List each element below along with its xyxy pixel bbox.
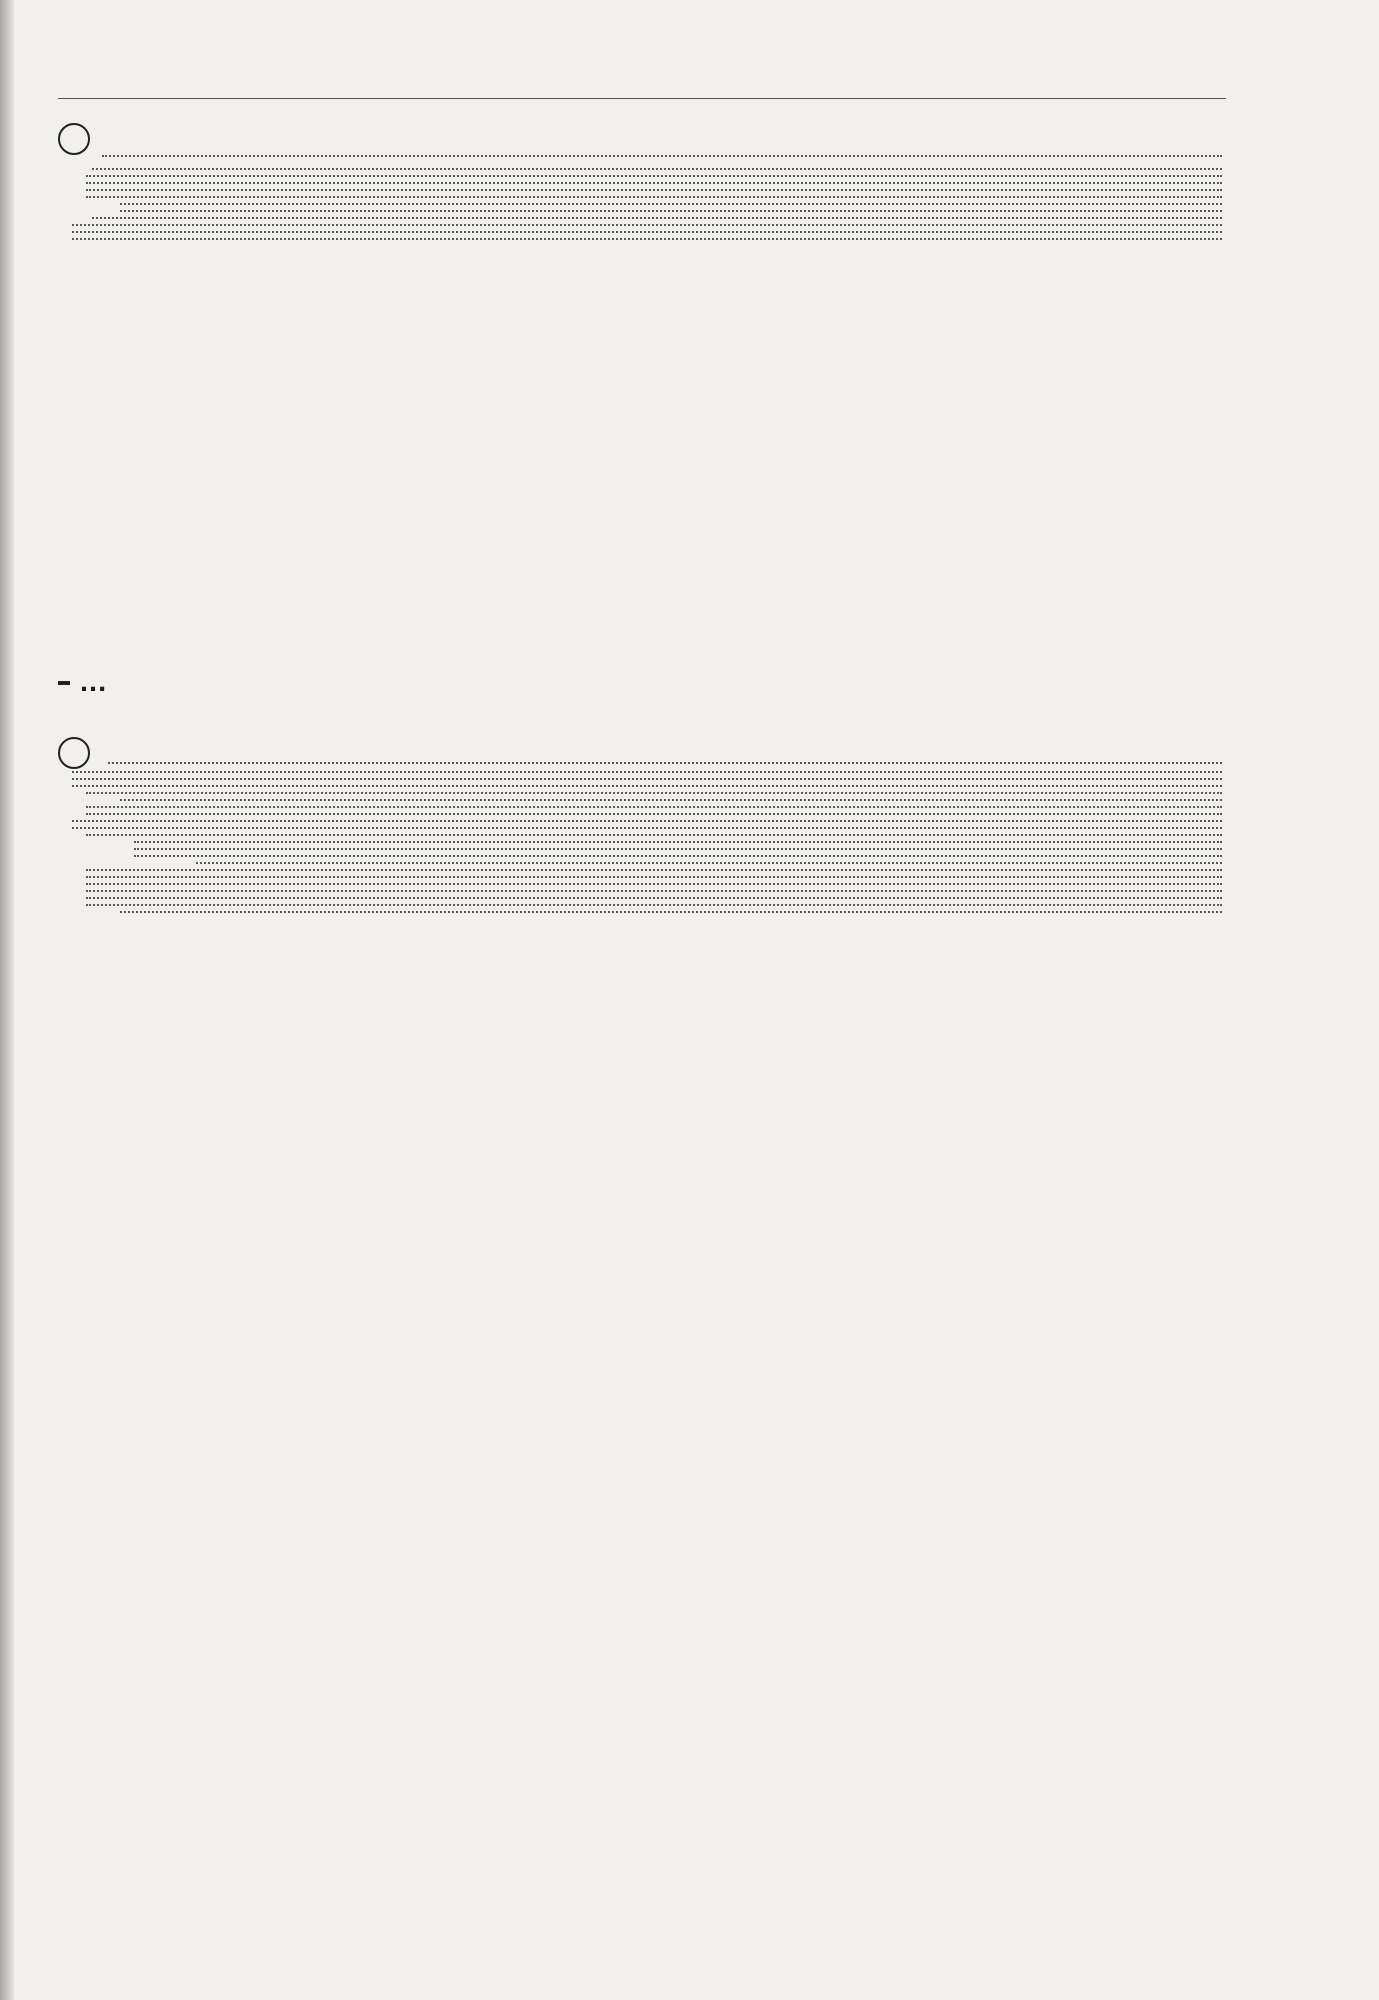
leader-dots [86, 869, 1222, 871]
toc-entry [58, 196, 1226, 203]
leader-dots [134, 841, 1222, 843]
leader-dots [102, 155, 1222, 157]
toc-entry [58, 785, 1226, 792]
toc-entry [58, 897, 1226, 904]
toc-entry [58, 827, 1226, 834]
leader-dots [86, 189, 1222, 191]
toc-entry [58, 848, 1226, 855]
toc-entry [58, 792, 1226, 799]
leader-dots [120, 911, 1222, 913]
toc-entry [58, 238, 1226, 245]
toc-entry [58, 820, 1226, 827]
toc-entry [58, 182, 1226, 189]
leader-dots [72, 231, 1222, 233]
toc-entry [58, 834, 1226, 841]
chapter-1-toc [58, 736, 1226, 918]
page-spine-shadow [0, 0, 14, 2000]
leader-dots [120, 799, 1222, 801]
leader-dots [72, 785, 1222, 787]
section-roman-numeral [58, 681, 70, 685]
toc-entry [58, 778, 1226, 785]
toc-entry [58, 904, 1226, 911]
chapter-number-marker [58, 737, 90, 769]
section-heading [58, 666, 1226, 699]
leader-dots [120, 203, 1222, 205]
toc-entry [58, 806, 1226, 813]
chapter-5-title-line1 [58, 122, 1226, 155]
chapter-5-title-line2 [86, 155, 1226, 162]
toc-entry-continued [58, 217, 1226, 224]
leader-dots [92, 168, 1222, 170]
chapter-number-marker [58, 123, 90, 155]
leader-dots [92, 217, 1222, 219]
leader-dots [134, 855, 1222, 857]
toc-entry [58, 869, 1226, 876]
leader-dots [86, 897, 1222, 899]
leader-dots [86, 806, 1222, 808]
leader-dots [72, 224, 1222, 226]
toc-entry [58, 841, 1226, 848]
leader-dots [86, 890, 1222, 892]
leader-dots [86, 792, 1222, 794]
leader-dots [86, 834, 1222, 836]
chapter-5-toc [58, 122, 1226, 245]
toc-entry [58, 231, 1226, 238]
toc-entry-continued [58, 911, 1226, 918]
leader-dots [108, 762, 1222, 764]
toc-entry [58, 855, 1226, 862]
leader-dots [72, 238, 1222, 240]
leader-dots [72, 827, 1222, 829]
header-rule [58, 98, 1226, 99]
toc-entry-continued [58, 862, 1226, 869]
leader-dots [72, 771, 1222, 773]
toc-entry-continued [58, 210, 1226, 217]
chapter-1-title [58, 736, 1226, 769]
toc-entry-continued [58, 799, 1226, 806]
leader-dots [196, 862, 1222, 864]
leader-dots [86, 813, 1222, 815]
leader-dots [86, 876, 1222, 878]
toc-entry [58, 876, 1226, 883]
toc-entry [58, 224, 1226, 231]
toc-entry-continued [58, 168, 1226, 175]
leader-dots [86, 904, 1222, 906]
leader-dots [86, 182, 1222, 184]
leader-dots [120, 210, 1222, 212]
leader-dots [86, 196, 1222, 198]
toc-entry-continued [58, 203, 1226, 210]
leader-dots [86, 175, 1222, 177]
leader-dots [86, 883, 1222, 885]
toc-entry [58, 175, 1226, 182]
leader-dots [72, 778, 1222, 780]
toc-entry [58, 890, 1226, 897]
toc-entry [58, 813, 1226, 820]
section-leader: ... [80, 666, 108, 698]
toc-entry [58, 189, 1226, 196]
toc-entry [58, 771, 1226, 778]
leader-dots [134, 848, 1222, 850]
leader-dots [72, 820, 1222, 822]
toc-entry [58, 883, 1226, 890]
